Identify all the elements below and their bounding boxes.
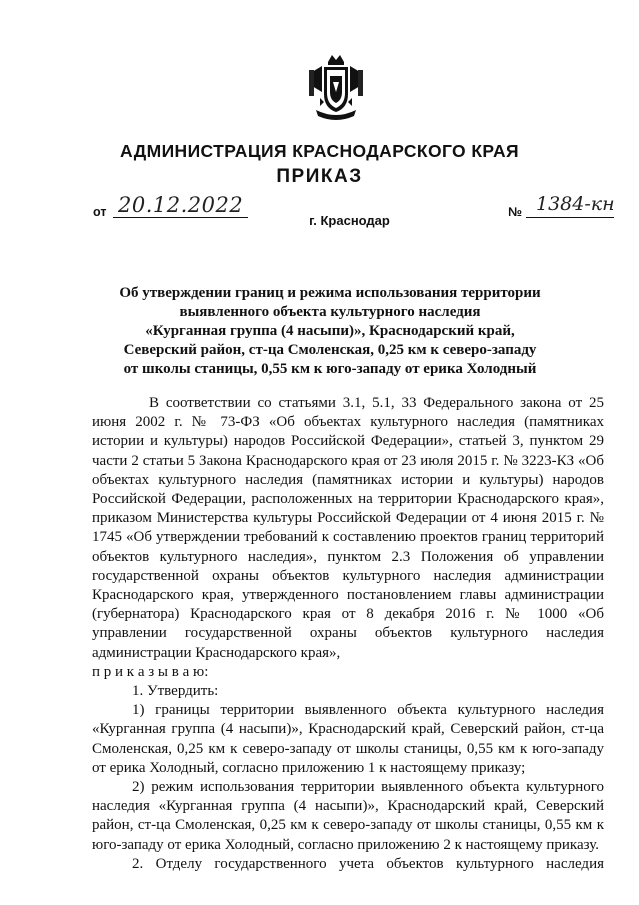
document-title [80,284,580,379]
title-line: «Курганная группа (4 насыпи)», Краснодарский край, [145,323,515,339]
preamble-paragraph: В соответствии со статьями 3.1, 5.1, 33 Федерального закона от 25 июня 2002 г. № 73-ФЗ «Об объектах культурного наследия (памятниках истории и культуры) народов Российской Федерации», статьей 3, пунктом 29 части 2 статьи 5 Закона Краснодарского края от 23 июля 2015 г. № 3223-КЗ «Об объектах культурного наследия (памятниках истории и культуры) народов Российской Федерации, расположенных на территории Краснодарского края», приказом Министерства культуры Российской Федерации от 4 июня 2015 г. № 1745 «Об утверждении требований к составлению проектов границ территорий объектов культурного наследия», пунктом 2.3 Положения об управлении государственной охраны объектов культурного наследия администрации Краснодарского края, утвержденного постановлением главы администрации (губернатора) Краснодарского края от 8 декабря 2016 г. № 1000 «Об управлении государственной охраны объектов культурного наследия администрации Краснодарского края», [92,395,604,661]
number-underline [526,217,614,218]
document-body [92,394,604,874]
agency-heading: АДМИНИСТРАЦИЯ КРАСНОДАРСКОГО КРАЯ [120,141,519,161]
item-1-subitem-1: 1) границы территории выявленного объекта культурного наследия «Курганная группа (4 насыпи)», Краснодарский край, Северский район, ст-ца Смоленская, 0,25 км к северо-западу от школы станицы, 0,55 км к юго-западу от ерика Холодный, согласно приложению 1 к настоящему приказу; [92,702,604,776]
city-label: г. Краснодар [309,213,390,228]
item-2-paragraph: 2. Отделу государственного учета объектов культурного наследия [132,855,604,872]
title-line: выявленного объекта культурного наследия [179,304,481,320]
title-line: Об утверждении границ и режима использования территории [119,285,541,301]
handwritten-date: 20.12.2022 [118,193,244,217]
number-prefix: № [508,205,522,219]
title-line: от школы станицы, 0,55 км к юго-западу от ерика Холодный [123,361,537,377]
order-word: п р и к а з ы в а ю: [92,663,209,680]
coat-of-arms-emblem [306,52,366,124]
title-line: Северский район, ст-ца Смоленская, 0,25 км к северо-западу [123,342,537,358]
item-1-heading: 1. Утвердить: [132,683,219,700]
item-1-subitem-2: 2) режим использования территории выявленного объекта культурного наследия «Курганная группа (4 насыпи)», Краснодарский край, Северский район, ст-ца Смоленская, 0,25 км к северо-западу от школы станицы, 0,55 км к юго-западу от ерика Холодный, согласно приложению 2 к настоящему приказу. [92,779,604,853]
document-type-heading: ПРИКАЗ [276,166,363,187]
handwritten-number: 1384-кн [536,193,615,215]
date-prefix: от [93,205,107,219]
